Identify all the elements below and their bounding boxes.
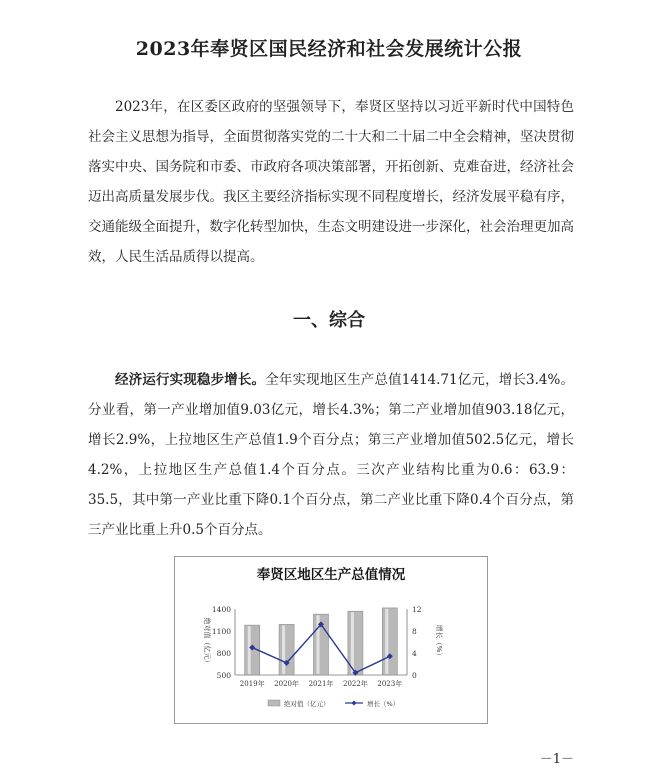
bar — [279, 624, 294, 675]
paragraph-body: 全年实现地区生产总值1414.71亿元，增长3.4%。分业看，第一产业增加值9.03亿元，增长4.3%；第二产业增加值903.18亿元，增长2.9%，上拉地区生产总值1.9个百分点；第三产业增加值502.5亿元，增长4.2%，上拉地区生产总值1.4个百分点。三次产业结构比重为0.6：63.9：35.5，其中第一产业比重下降0.1个百分点，第二产业比重下降0.4个百分点，第三产业比重上升0.5个百分点。 — [88, 372, 574, 538]
legend-line-label: 增长（%） — [367, 700, 400, 708]
right-tick-label: 4 — [412, 649, 417, 658]
chart-canvas — [175, 557, 487, 723]
x-tick-label: 2022年 — [342, 680, 368, 688]
legend-line-marker — [352, 701, 357, 706]
right-tick-label: 0 — [412, 671, 417, 680]
left-tick-label: 500 — [216, 671, 231, 680]
right-tick-label: 8 — [412, 627, 417, 636]
section-heading: 一、综合 — [293, 310, 365, 331]
right-tick-label: 12 — [412, 605, 422, 614]
left-tick-label: 1400 — [211, 605, 231, 614]
paragraph-lead: 经济运行实现稳步增长。 — [115, 372, 266, 388]
bar — [382, 608, 397, 675]
legend-bar-swatch — [268, 700, 280, 706]
x-tick-label: 2021年 — [308, 680, 334, 688]
right-axis-title: 增长（%） — [435, 624, 443, 660]
chart-title: 奉贤区地区生产总值情况 — [256, 567, 406, 583]
intro-paragraph: 2023年，在区委区政府的坚强领导下，奉贤区坚持以习近平新时代中国特色社会主义思想为指导，全面贯彻落实党的二十大和二十届二中全会精神，坚决贯彻落实中央、国务院和市委、市政府各项决策部署，开拓创新、克难奋进，经济社会迈出高质量发展步伐。我区主要经济指标实现不同程度增长，经济发展平稳有序，交通能级全面提升，数字化转型加快，生态文明建设进一步深化，社会治理更加高效，人民生活品质得以提高。 — [88, 99, 574, 265]
x-tick-label: 2019年 — [239, 680, 265, 688]
left-axis-title: 绝对值（亿元） — [203, 617, 211, 667]
bar-highlight — [351, 612, 354, 674]
legend-bar-label: 绝对值（亿元） — [284, 700, 330, 708]
bar-highlight — [385, 609, 388, 674]
bar-highlight — [282, 625, 285, 674]
gdp-chart — [174, 556, 488, 724]
x-tick-label: 2023年 — [377, 680, 403, 688]
page-title: 2023年奉贤区国民经济和社会发展统计公报 — [135, 38, 523, 60]
economy-paragraph — [88, 365, 574, 545]
left-tick-label: 1100 — [211, 627, 231, 636]
x-tick-label: 2020年 — [274, 680, 300, 688]
page-number: －1－ — [539, 752, 574, 767]
left-tick-label: 800 — [216, 649, 231, 658]
bar-highlight — [248, 626, 251, 674]
